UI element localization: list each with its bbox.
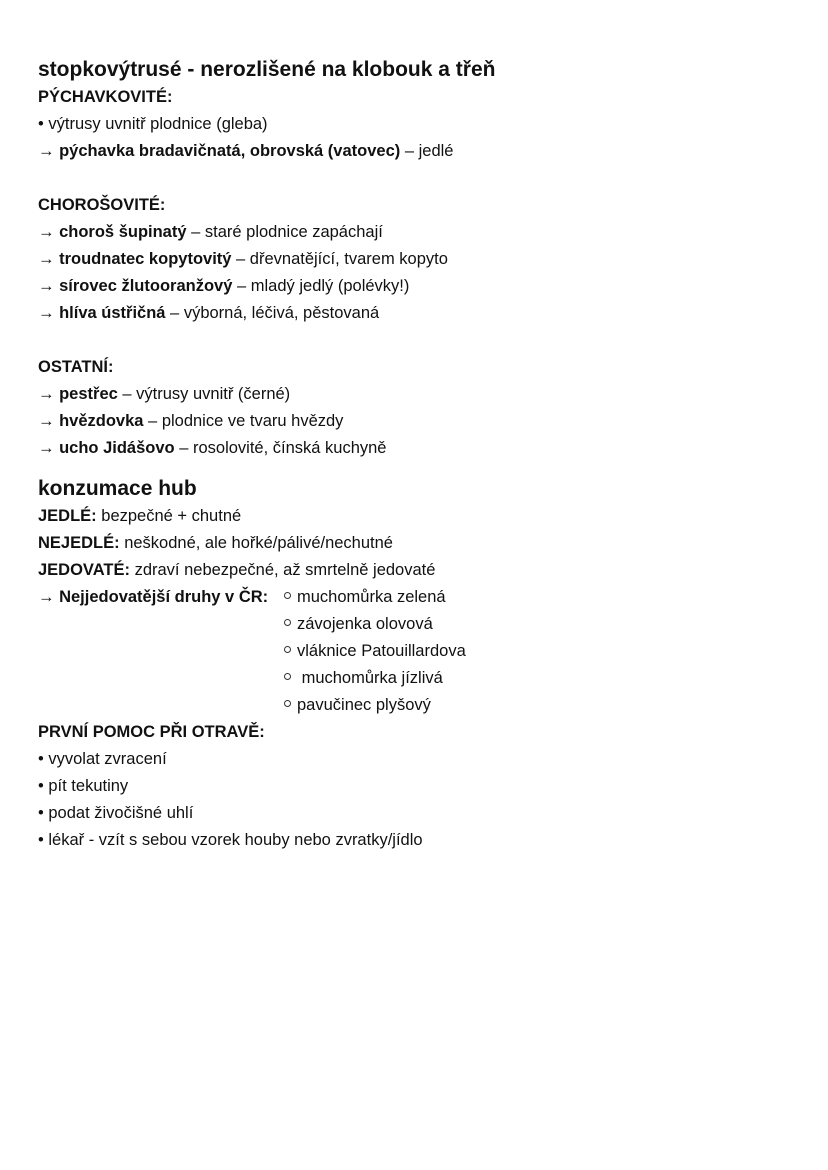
first-aid-step: • podat živočišné uhlí <box>38 804 194 822</box>
poisonous-species-list <box>284 584 466 719</box>
species-name: pýchavka bradavičnatá, obrovská (vatovec) <box>59 142 401 160</box>
category-text: neškodné, ale hořké/pálivé/nechutné <box>119 534 393 552</box>
bullet-icon: • <box>38 115 44 133</box>
species-desc: – rosolovité, čínská kuchyně <box>174 439 387 457</box>
document-page <box>38 56 798 854</box>
arrow-right-icon: → <box>38 412 55 430</box>
species-name: pestřec <box>59 385 118 403</box>
poisonous-species-item: muchomůrka zelená <box>284 584 466 611</box>
most-poisonous-label: → Nejjedovatější druhy v ČR: <box>38 588 269 606</box>
first-aid-heading: PRVNÍ POMOC PŘI OTRAVĚ: <box>38 723 265 741</box>
first-aid-step: • vyvolat zvracení <box>38 750 167 768</box>
species-desc: – výborná, léčivá, pěstovaná <box>165 304 380 322</box>
poisonous-species-item: vláknice Patouillardova <box>284 638 466 665</box>
group-heading-chorosovite: CHOROŠOVITÉ: <box>38 196 166 214</box>
category-text: bezpečné + chutné <box>96 507 242 525</box>
species-item <box>38 138 798 165</box>
arrow-right-icon: → <box>38 277 55 295</box>
bullet-icon: • <box>38 804 44 822</box>
circle-bullet-icon <box>284 619 291 626</box>
species-item <box>38 435 798 462</box>
species-desc: – staré plodnice zapáchají <box>186 223 383 241</box>
species-name: sírovec žlutooranžový <box>59 277 233 295</box>
section-title-stopkovytruse: stopkovýtrusé - nerozlišené na klobouk a třeň <box>38 58 496 81</box>
group-heading-ostatni: OSTATNÍ: <box>38 358 114 376</box>
arrow-right-icon: → <box>38 588 55 606</box>
category-label: JEDLÉ: <box>38 507 97 525</box>
species-name: hvězdovka <box>59 412 144 430</box>
circle-bullet-icon <box>284 673 291 680</box>
arrow-right-icon: → <box>38 304 55 322</box>
category-item-jedovate <box>38 557 798 584</box>
poisonous-species-item: závojenka olovová <box>284 611 466 638</box>
bullet-item: • výtrusy uvnitř plodnice (gleba) <box>38 115 268 133</box>
category-text: zdraví nebezpečné, až smrtelně jedovaté <box>129 561 436 579</box>
species-desc: – výtrusy uvnitř (černé) <box>117 385 291 403</box>
species-desc: – dřevnatějící, tvarem kopyto <box>231 250 448 268</box>
arrow-right-icon: → <box>38 385 55 403</box>
circle-bullet-icon <box>284 700 291 707</box>
most-poisonous-block <box>38 584 798 719</box>
species-desc: – plodnice ve tvaru hvězdy <box>143 412 344 430</box>
group-heading-pychavkovite: PÝCHAVKOVITÉ: <box>38 88 173 106</box>
arrow-right-icon: → <box>38 223 55 241</box>
bullet-icon: • <box>38 777 44 795</box>
first-aid-step: • pít tekutiny <box>38 777 129 795</box>
species-item <box>38 381 798 408</box>
circle-bullet-icon <box>284 592 291 599</box>
species-name: ucho Jidášovo <box>59 439 175 457</box>
species-name: hlíva ústřičná <box>59 304 166 322</box>
arrow-right-icon: → <box>38 439 55 457</box>
species-name: troudnatec kopytovitý <box>59 250 232 268</box>
poisonous-species-item: pavučinec plyšový <box>284 692 466 719</box>
species-item <box>38 273 798 300</box>
first-aid-step: • lékař - vzít s sebou vzorek houby nebo zvratky/jídlo <box>38 831 423 849</box>
bullet-icon: • <box>38 831 44 849</box>
arrow-right-icon: → <box>38 250 55 268</box>
species-item <box>38 246 798 273</box>
species-desc: – mladý jedlý (polévky!) <box>232 277 410 295</box>
species-name: choroš šupinatý <box>59 223 187 241</box>
category-label: NEJEDLÉ: <box>38 534 120 552</box>
poisonous-species-item: muchomůrka jízlivá <box>284 665 466 692</box>
species-item <box>38 219 798 246</box>
category-label: JEDOVATÉ: <box>38 561 130 579</box>
bullet-icon: • <box>38 750 44 768</box>
species-item <box>38 300 798 327</box>
arrow-right-icon: → <box>38 142 55 160</box>
circle-bullet-icon <box>284 646 291 653</box>
category-item-jedle <box>38 503 798 530</box>
species-item <box>38 408 798 435</box>
section-title-konzumace: konzumace hub <box>38 477 197 500</box>
species-desc: – jedlé <box>400 142 454 160</box>
category-item-nejedle <box>38 530 798 557</box>
